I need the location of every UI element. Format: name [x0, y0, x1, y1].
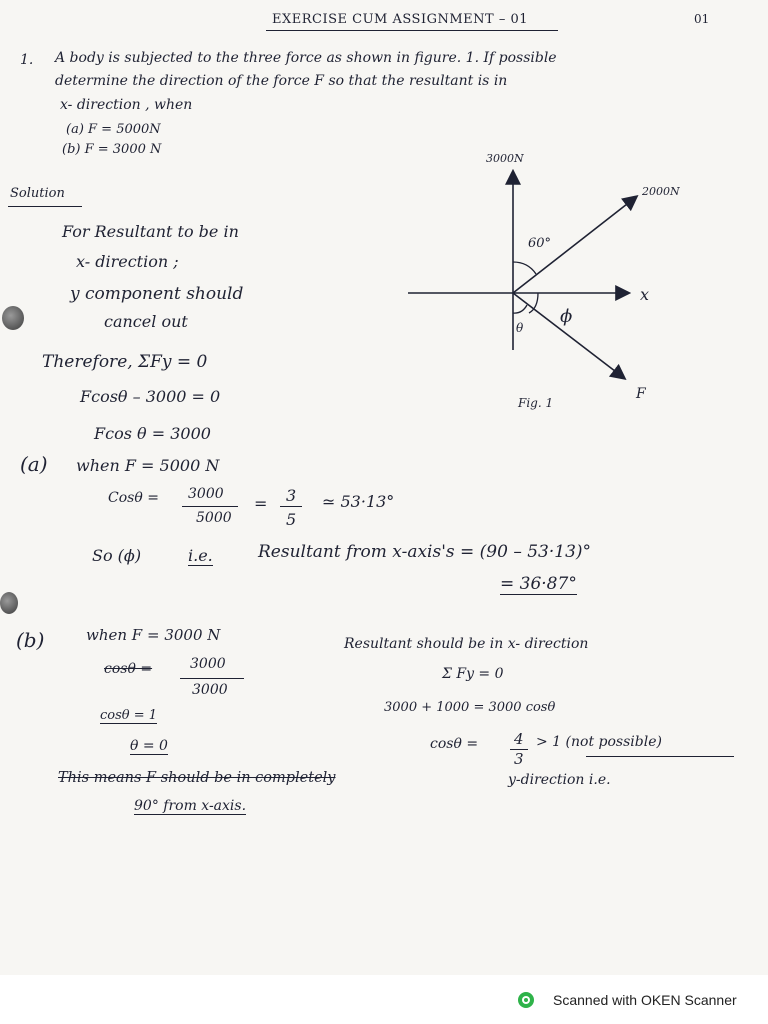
part-b-struck-tail: y-direction i.e.	[508, 772, 611, 788]
solution-line-7: Fcos θ = 3000	[94, 424, 211, 443]
angle-arc-60	[513, 262, 536, 274]
question-part-a: (a) F = 5000N	[66, 122, 161, 137]
scanner-footer	[0, 975, 768, 1024]
part-a-numerator: 3000	[188, 486, 224, 502]
part-b-right-4: cosθ =	[430, 736, 479, 752]
part-b-cos: cosθ =	[104, 661, 153, 677]
figure-caption: Fig. 1	[518, 396, 554, 410]
label-60: 60°	[528, 236, 552, 251]
label-phi: ϕ	[560, 306, 573, 327]
angle-arc-phi	[529, 293, 538, 313]
angle-arc-theta	[513, 305, 527, 313]
label-3000n: 3000N	[486, 152, 524, 165]
part-b-numerator: 3000	[190, 656, 226, 672]
page-number: 01	[694, 12, 710, 26]
part-a-denominator-2: 5	[286, 510, 297, 529]
part-a-cos: Cosθ =	[108, 490, 159, 506]
page-title: EXERCISE CUM ASSIGNMENT – 01	[272, 12, 528, 27]
oken-logo-icon	[517, 991, 535, 1009]
question-line-1: A body is subjected to the three force as shown in figure. 1. If possible	[55, 50, 557, 66]
scanner-watermark-text: Scanned with OKEN Scanner	[553, 992, 737, 1008]
question-line-3: x- direction , when	[60, 97, 193, 113]
label-2000n: 2000N	[642, 185, 680, 198]
part-a-so: So (ϕ)	[92, 546, 142, 565]
part-a-equals: =	[254, 494, 268, 513]
part-b-theta-zero: θ = 0	[130, 738, 168, 754]
solution-line-3: y component should	[70, 284, 244, 304]
part-b-right-1: Resultant should be in x- direction	[344, 636, 589, 652]
part-a-label: (a)	[20, 452, 48, 476]
not-possible-underline	[586, 756, 734, 757]
solution-line-1: For Resultant to be in	[62, 222, 239, 241]
solution-heading: Solution	[10, 186, 65, 201]
label-x: x	[640, 285, 650, 304]
part-b-right-4-numerator: 4	[514, 730, 524, 748]
label-f: F	[636, 386, 646, 402]
part-b-denominator: 3000	[192, 682, 228, 698]
part-a-ie: i.e.	[188, 546, 213, 565]
part-b-struck-sentence: This means F should be in completely	[58, 770, 336, 786]
part-a-fraction-bar	[182, 506, 238, 507]
question-line-2: determine the direction of the force F so that the resultant is in	[55, 73, 508, 89]
part-b-fraction-bar	[180, 678, 244, 679]
label-theta: θ	[516, 321, 524, 335]
part-a-when: when F = 5000 N	[76, 456, 220, 475]
solution-line-4: cancel out	[104, 312, 188, 331]
force-diagram	[400, 150, 700, 420]
part-a-fraction-bar-2	[280, 506, 302, 507]
solution-underline	[8, 206, 82, 207]
solution-line-5: Therefore, ΣFy = 0	[42, 352, 208, 372]
solution-line-6: Fcosθ – 3000 = 0	[80, 387, 221, 406]
question-part-b: (b) F = 3000 N	[62, 142, 162, 157]
part-a-numerator-2: 3	[286, 486, 297, 505]
part-b-right-2: Σ Fy = 0	[442, 666, 504, 682]
part-a-resultant: Resultant from x-axis's = (90 – 53·13)°	[258, 542, 592, 562]
part-b-right-4-rest: > 1 (not possible)	[536, 734, 662, 750]
part-b-right-3: 3000 + 1000 = 3000 cosθ	[384, 700, 556, 715]
question-number: 1.	[20, 52, 34, 68]
part-b-last-line: 90° from x-axis.	[134, 798, 247, 814]
title-underline	[266, 30, 558, 31]
part-b-when: when F = 3000 N	[86, 626, 221, 644]
part-a-approx: ≃ 53·13°	[322, 492, 395, 511]
part-a-answer: = 36·87°	[500, 574, 577, 594]
part-b-cos-one: cosθ = 1	[100, 708, 158, 723]
solution-line-2: x- direction ;	[76, 252, 179, 271]
punch-hole-1	[2, 306, 24, 330]
punch-hole-2	[0, 592, 18, 614]
part-a-denominator: 5000	[196, 510, 232, 526]
part-b-right-4-denominator: 3	[514, 750, 524, 768]
part-b-label: (b)	[16, 628, 45, 652]
